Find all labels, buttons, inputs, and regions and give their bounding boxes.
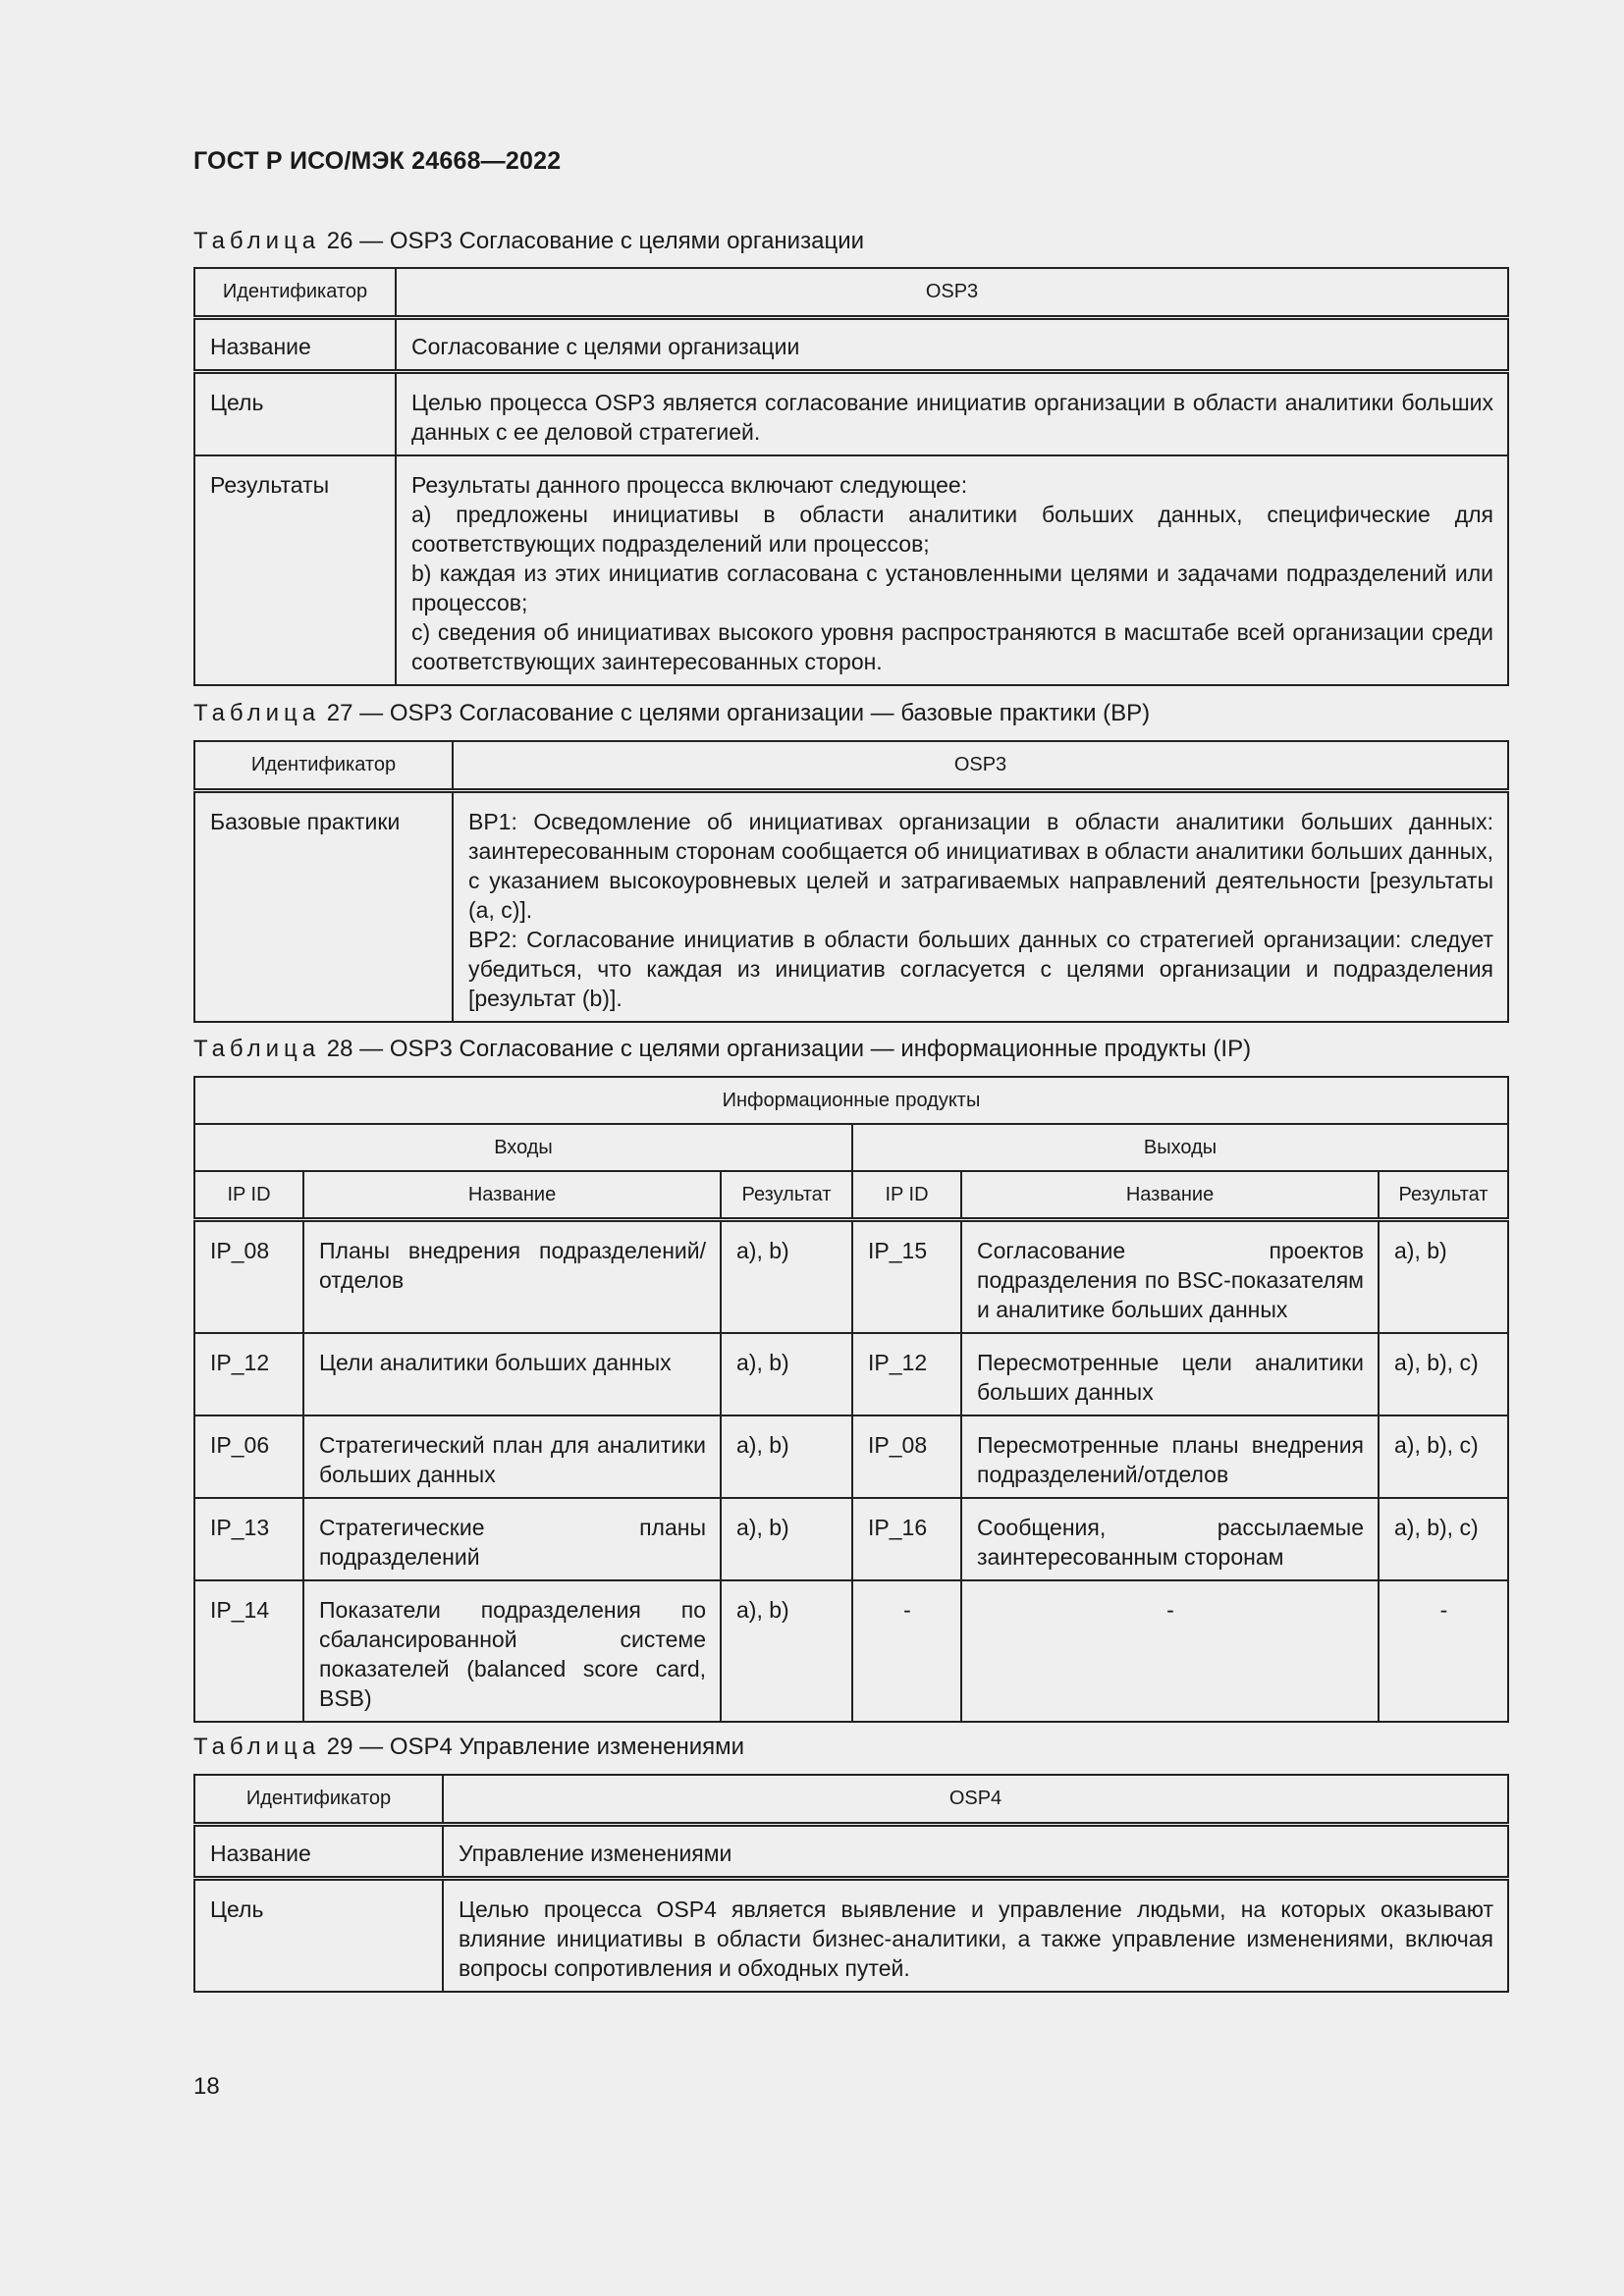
caption-text: 29 — OSP4 Управление изменениями: [326, 1734, 745, 1760]
out-result: a), b), c): [1379, 1498, 1508, 1580]
row-label: Базовые практики: [194, 790, 453, 1022]
out-name: -: [961, 1580, 1379, 1722]
col-ip-id: IP ID: [852, 1171, 961, 1220]
table-row: [194, 371, 1508, 455]
caption-word: Таблица: [193, 228, 321, 254]
col-result: Результат: [1379, 1171, 1508, 1220]
table-row: [194, 1220, 1508, 1334]
caption-word: Таблица: [193, 1036, 321, 1062]
col-name: Название: [303, 1171, 721, 1220]
table-title: Информационные продукты: [194, 1077, 1508, 1124]
out-id: -: [852, 1580, 961, 1722]
out-id: IP_12: [852, 1333, 961, 1415]
out-name: Пересмотренные цели аналитики больших данных: [961, 1333, 1379, 1415]
row-label: Название: [194, 317, 396, 371]
row-value: Целью процесса OSP3 является согласование инициатив организации в области аналитики больших данных с ее деловой стратегией.: [396, 371, 1508, 455]
outputs-header: Выходы: [852, 1124, 1508, 1171]
caption-text: 26 — OSP3 Согласование с целями организации: [326, 228, 864, 254]
result-line: а) предложены инициативы в области аналитики больших данных, специфические для соответствующих подразделений или процессов;: [411, 501, 1493, 557]
table-row: [194, 1824, 1508, 1878]
document-header: ГОСТ Р ИСО/МЭК 24668—2022: [193, 147, 562, 175]
col-ip-id: IP ID: [194, 1171, 303, 1220]
table-27-caption: [193, 700, 1150, 727]
caption-text: 27 — OSP3 Согласование с целями организации — базовые практики (BP): [326, 700, 1151, 726]
table-row: [194, 1333, 1508, 1415]
col-name: Название: [961, 1171, 1379, 1220]
out-result: a), b), c): [1379, 1333, 1508, 1415]
row-value: Целью процесса OSP4 является выявление и управление людьми, на которых оказывают влияние инициативы в области бизнес-аналитики, а также управление изменениями, включая вопросы сопротивления и обходных путей.: [443, 1878, 1508, 1992]
out-name: Согласование проектов подразделения по BSC-показателям и аналитике больших данных: [961, 1220, 1379, 1334]
in-id: IP_06: [194, 1415, 303, 1498]
table-26-caption: [193, 228, 864, 255]
caption-word: Таблица: [193, 700, 321, 726]
header-id-value: OSP3: [453, 741, 1508, 790]
col-result: Результат: [721, 1171, 852, 1220]
row-value: [453, 790, 1508, 1022]
result-line: c) сведения об инициативах высокого уровня распространяются в масштабе всей организации среди соответствующих заинтересованных сторон.: [411, 618, 1493, 674]
row-label: Результаты: [194, 455, 396, 685]
in-id: IP_12: [194, 1333, 303, 1415]
page-number: 18: [193, 2073, 220, 2100]
out-id: IP_08: [852, 1415, 961, 1498]
out-result: a), b), c): [1379, 1415, 1508, 1498]
out-result: -: [1379, 1580, 1508, 1722]
out-result: a), b): [1379, 1220, 1508, 1334]
result-line: Результаты данного процесса включают следующее:: [411, 471, 968, 498]
row-label: Цель: [194, 371, 396, 455]
out-id: IP_16: [852, 1498, 961, 1580]
table-row: [194, 1415, 1508, 1498]
practice-line: BP1: Осведомление об инициативах организации в области аналитики больших данных: заинтересованным сторонам сообщается об инициативах в области аналитики больших данных, с указанием высокоуровневых целей и затрагиваемых направлений деятельности [результаты (a, c)].: [468, 808, 1493, 923]
header-id-value: OSP3: [396, 268, 1508, 317]
row-value: [396, 455, 1508, 685]
in-name: Стратегический план для аналитики больших данных: [303, 1415, 721, 1498]
table-29-caption: [193, 1734, 744, 1761]
table-29: [193, 1774, 1509, 1993]
practice-line: BP2: Согласование инициатив в области больших данных со стратегией организации: следует убедиться, что каждая из инициатив согласуется с целями организации и подразделения [результат (b)].: [468, 926, 1493, 1011]
header-identifier: Идентификатор: [194, 268, 396, 317]
caption-word: Таблица: [193, 1734, 321, 1760]
in-id: IP_13: [194, 1498, 303, 1580]
caption-text: 28 — OSP3 Согласование с целями организации — информационные продукты (IP): [326, 1036, 1252, 1062]
in-name: Планы внедрения подразделений/отделов: [303, 1220, 721, 1334]
table-27: [193, 740, 1509, 1023]
in-id: IP_14: [194, 1580, 303, 1722]
table-26: [193, 267, 1509, 686]
table-row: [194, 1878, 1508, 1992]
inputs-header: Входы: [194, 1124, 852, 1171]
in-result: a), b): [721, 1220, 852, 1334]
out-name: Пересмотренные планы внедрения подразделений/отделов: [961, 1415, 1379, 1498]
table-28: [193, 1076, 1509, 1723]
out-id: IP_15: [852, 1220, 961, 1334]
in-result: a), b): [721, 1580, 852, 1722]
row-value: Согласование с целями организации: [396, 317, 1508, 371]
in-result: a), b): [721, 1333, 852, 1415]
result-line: b) каждая из этих инициатив согласована с установленными целями и задачами подразделений или процессов;: [411, 560, 1493, 615]
table-row: [194, 1580, 1508, 1722]
table-28-caption: [193, 1036, 1251, 1063]
out-name: Сообщения, рассылаемые заинтересованным сторонам: [961, 1498, 1379, 1580]
in-name: Показатели подразделения по сбалансированной системе показателей (balanced score card, BSB): [303, 1580, 721, 1722]
table-row: [194, 790, 1508, 1022]
table-row: [194, 455, 1508, 685]
header-id-value: OSP4: [443, 1775, 1508, 1824]
in-id: IP_08: [194, 1220, 303, 1334]
table-row: [194, 317, 1508, 371]
row-label: Цель: [194, 1878, 443, 1992]
in-result: a), b): [721, 1498, 852, 1580]
header-identifier: Идентификатор: [194, 1775, 443, 1824]
row-value: Управление изменениями: [443, 1824, 1508, 1878]
in-name: Стратегические планы подразделений: [303, 1498, 721, 1580]
table-row: [194, 1498, 1508, 1580]
in-result: a), b): [721, 1415, 852, 1498]
in-name: Цели аналитики больших данных: [303, 1333, 721, 1415]
header-identifier: Идентификатор: [194, 741, 453, 790]
row-label: Название: [194, 1824, 443, 1878]
